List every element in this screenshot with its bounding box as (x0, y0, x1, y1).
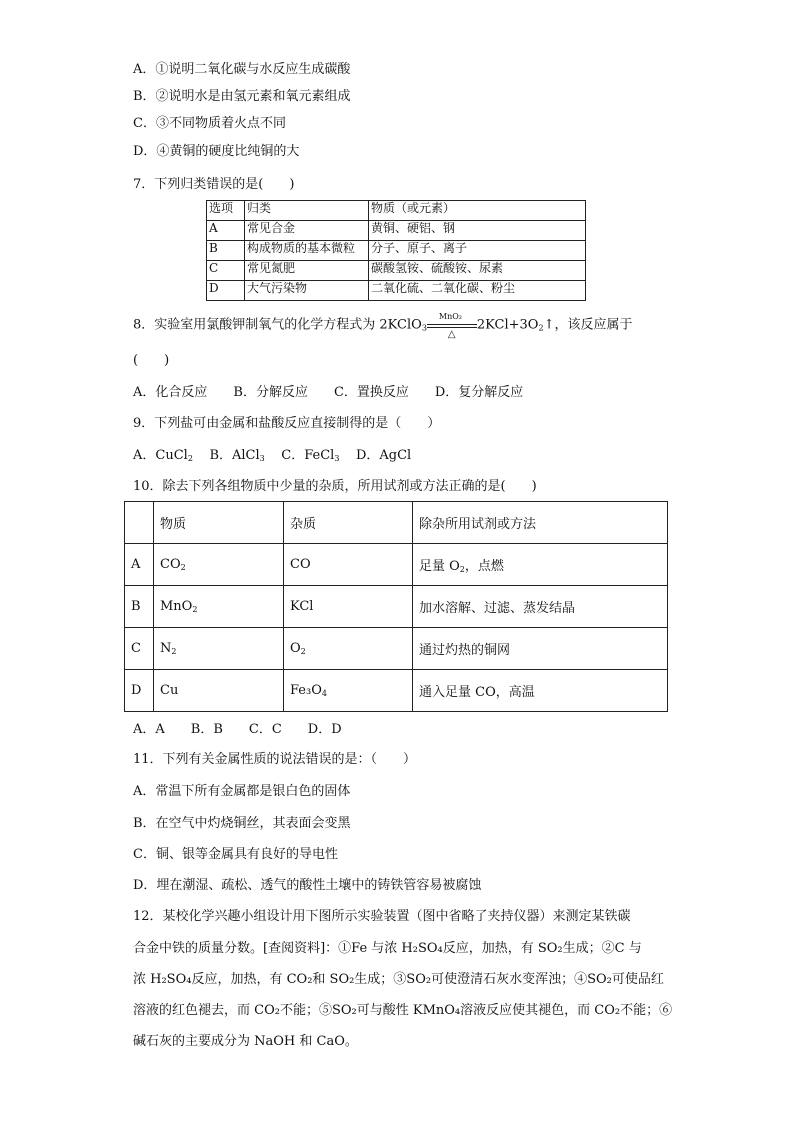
substance-cell: MnO$_2$ (154, 586, 284, 628)
q12-line-3: 浓 H₂SO₄反应，加热，有 CO₂和 SO₂生成；③SO₂可使澄清石灰水变浑浊；④SO₂可使品红 (133, 972, 664, 987)
option-cell: A (125, 544, 154, 586)
q7-table (206, 200, 586, 301)
q8-options: A．化合反应 B．分解反应 C．置换反应 D．复分解反应 (133, 385, 524, 400)
table-row (207, 241, 586, 261)
substance-cell: $N_2$ (154, 628, 284, 670)
table-header-cell (125, 502, 154, 544)
option-cell: D (125, 670, 154, 712)
table-cell: A (207, 221, 245, 241)
table-cell: D (207, 281, 245, 301)
q6-option-b: B．②说明水是由氢元素和氧元素组成 (133, 89, 351, 104)
table-row (125, 670, 668, 712)
q11-option-d: D．埋在潮湿、疏松、透气的酸性土壤中的铸铁管容易被腐蚀 (133, 878, 482, 893)
table-header-cell: 物质 (154, 502, 284, 544)
q11-option-c: C．铜、银等金属具有良好的导电性 (133, 847, 338, 862)
q12-line-4: 溶液的红色褪去，而 CO₂不能；⑤SO₂可与酸性 KMnO₄溶液反应使其褪色，而 CO₂不能；⑥ (133, 1003, 673, 1018)
table-cell: 分子、原子、离子 (369, 241, 586, 261)
q12-line-5: 碱石灰的主要成分为 NaOH 和 CaO。 (133, 1034, 358, 1049)
q6-option-c: C．③不同物质着火点不同 (133, 116, 286, 131)
substance-cell: Cu (154, 670, 284, 712)
table-header-cell: 除杂所用试剂或方法 (413, 502, 668, 544)
table-row (125, 544, 668, 586)
table-cell: 构成物质的基本微粒 (245, 241, 369, 261)
table-row (207, 221, 586, 241)
q11-option-a: A．常温下所有金属都是银白色的固体 (133, 784, 351, 799)
substance-cell: $CO_2$ (154, 544, 284, 586)
q12-line-2: 合金中铁的质量分数。[查阅资料]：①Fe 与浓 H₂SO₄反应，加热，有 SO₂生成；②C 与 (133, 941, 642, 956)
q12-line-1: 12．某校化学兴趣小组设计用下图所示实验装置（图中省略了夹持仪器）来测定某铁碳 (133, 909, 631, 924)
reaction-condition: MnO₂ △ (427, 316, 477, 334)
table-cell: 归类 (245, 201, 369, 221)
impurity-cell: $O_2$ (284, 628, 413, 670)
q10-stem: 10．除去下列各组物质中少量的杂质，所用试剂或方法正确的是( ) (133, 479, 537, 494)
table-cell: 常见氮肥 (245, 261, 369, 281)
q10-table (124, 501, 668, 712)
table-row (125, 586, 668, 628)
table-cell: 选项 (207, 201, 245, 221)
q11-stem: 11．下列有关金属性质的说法错误的是：（ ） (133, 752, 417, 767)
table-cell: 常见合金 (245, 221, 369, 241)
q7-stem: 7．下列归类错误的是( ) (133, 177, 295, 192)
q6-option-d: D．④黄铜的硬度比纯铜的大 (133, 144, 300, 159)
q8-paren: ( ) (133, 353, 170, 368)
impurity-cell: $Fe_3O_4$ (284, 670, 413, 712)
table-cell: 大气污染物 (245, 281, 369, 301)
table-row (125, 628, 668, 670)
q9-stem: 9．下列盐可由金属和盐酸反应直接制得的是（ ） (133, 416, 441, 431)
q8-stem: 8．实验室用氯酸钾制氧气的化学方程式为 2KClO$_3$ MnO₂ △ $2KCl+3O_2↑$，该反应属于 (133, 312, 633, 340)
option-cell: C (125, 628, 154, 670)
table-cell: C (207, 261, 245, 281)
method-cell: 通过灼热的铜网 (413, 628, 668, 670)
method-cell: 足量 $O_2$，点燃 (413, 544, 668, 586)
method-cell: 通入足量 CO，高温 (413, 670, 668, 712)
impurity-cell: CO (284, 544, 413, 586)
table-cell: 碳酸氢铵、硫酸铵、尿素 (369, 261, 586, 281)
table-row (207, 281, 586, 301)
table-cell: B (207, 241, 245, 261)
q11-option-b: B．在空气中灼烧铜丝，其表面会变黑 (133, 816, 351, 831)
table-header-cell: 杂质 (284, 502, 413, 544)
q10-options: A．A B．B C．C D．D (133, 722, 342, 737)
impurity-cell: KCl (284, 586, 413, 628)
table-cell: 黄铜、硬铝、钢 (369, 221, 586, 241)
table-cell: 物质（或元素） (369, 201, 586, 221)
table-header-row (125, 502, 668, 544)
option-cell: B (125, 586, 154, 628)
q6-option-a: A．①说明二氧化碳与水反应生成碳酸 (133, 62, 351, 77)
table-row (207, 201, 586, 221)
q9-options: A．CuCl$_2$ B．AlCl$_3$ C．FeCl$_3$ D．AgCl (133, 448, 412, 463)
method-cell: 加水溶解、过滤、蒸发结晶 (413, 586, 668, 628)
table-row (207, 261, 586, 281)
table-cell: 二氧化硫、二氧化碳、粉尘 (369, 281, 586, 301)
